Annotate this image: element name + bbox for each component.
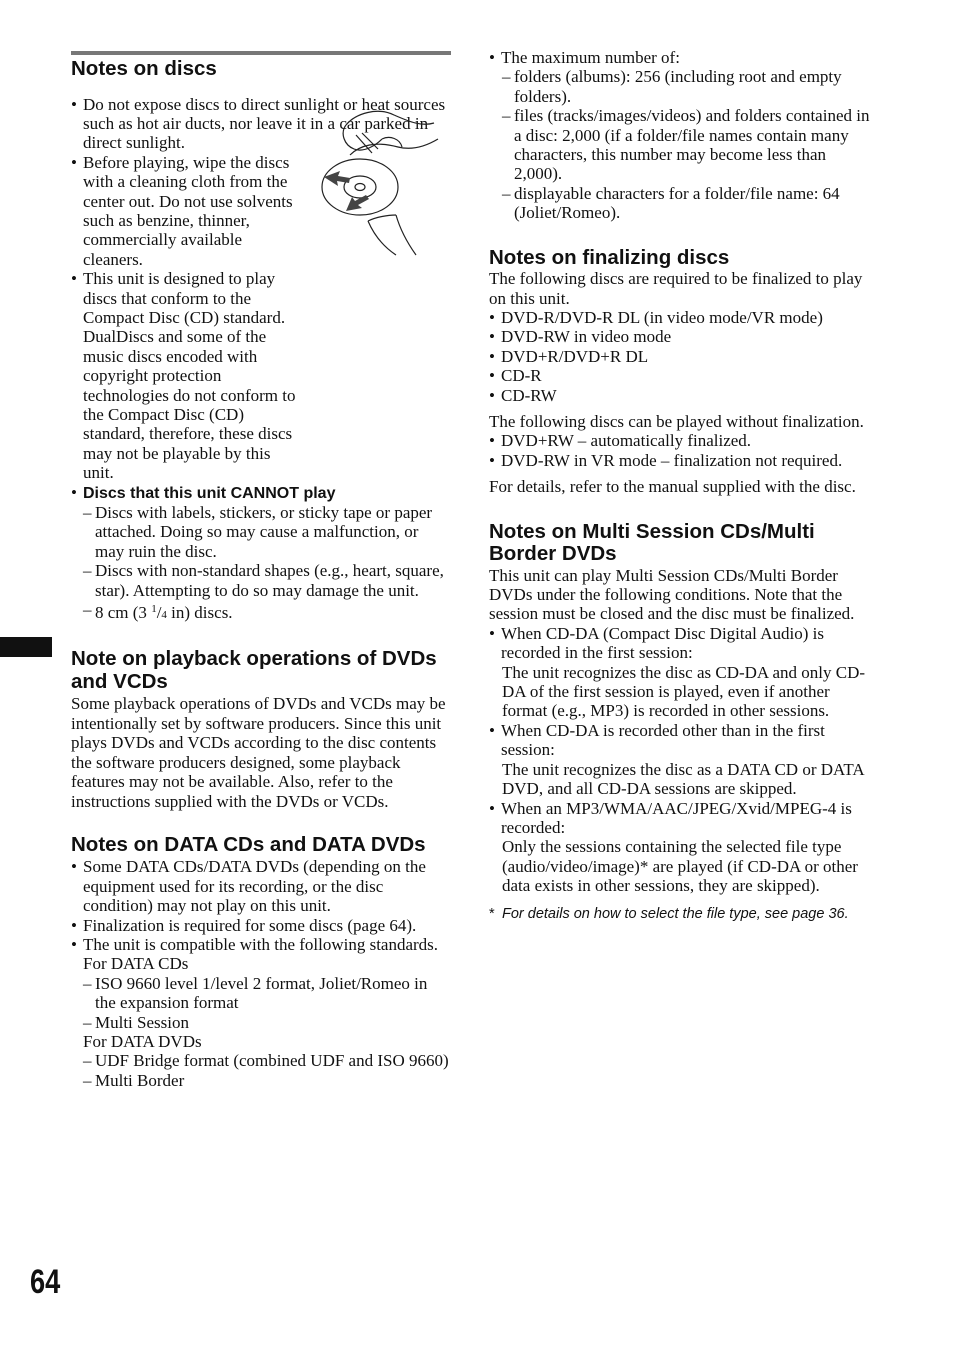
cd-standard-item-1: – ISO 9660 level 1/level 2 format, Joliet/Romeo in the expansion format <box>83 974 451 1013</box>
data-cds-bullet-2: • Finalization is required for some discs (page 64). <box>71 916 451 935</box>
cannot-play-heading-bullet <box>71 483 451 503</box>
heading-notes-on-discs: Notes on discs <box>71 57 217 80</box>
heading-playback-ops: Note on playback operations of DVDs and VCDs <box>71 647 437 693</box>
cannot-play-list <box>71 503 451 625</box>
disc-note-bullet-3-text: • This unit is designed to play discs that conform to the Compact Disc (CD) standard. DualDiscs and some of the music discs encoded with copyright protection technologies do not conform to the Compact Disc (CD) standard, therefore, these discs may not be playable by this unit. <box>83 269 296 483</box>
for-data-dvds-label: For DATA DVDs <box>83 1032 202 1052</box>
finalize-required-1: • DVD-R/DVD-R DL (in video mode/VR mode) <box>489 308 871 327</box>
maximum-item-2: – files (tracks/images/videos) and folders contained in a disc: 2,000 (if a folder/file names contain many characters, this number may become less than 2,000). <box>502 106 871 184</box>
without-finalization-1: • DVD+RW – automatically finalized. <box>489 431 871 450</box>
heading-finalizing: Notes on finalizing discs <box>489 245 730 269</box>
disc-note-bullet-2: • Before playing, wipe the discs with a cleaning cloth from the center out. Do not use solvents such as benzine, thinner, commercially available cleaners. <box>71 153 306 269</box>
finalize-required-4: • CD-R <box>489 366 871 385</box>
finalize-required-3: • DVD+R/DVD+R DL <box>489 347 871 366</box>
maximum-item-3: – displayable characters for a folder/file name: 64 (Joliet/Romeo). <box>502 184 871 223</box>
finalizing-intro: The following discs are required to be finalized to play on this unit. <box>489 269 863 308</box>
finalizing-details: For details, refer to the manual supplied with the disc. <box>489 477 856 497</box>
without-finalization-intro: The following discs can be played without finalization. <box>489 412 864 431</box>
multi-session-cond-1-detail: The unit recognizes the disc as CD-DA and only CD-DA of the first session is played, even if another format (e.g., MP3) is recorded in other sessions. <box>502 662 866 721</box>
data-cds-bullet-1: • Some DATA CDs/DATA DVDs (depending on the equipment used for its recording, or the disc condition) may not play on this unit. <box>71 857 451 915</box>
cannot-play-item-2: – Discs with non-standard shapes (e.g., heart, square, star). Attempting to do so may damage the unit. <box>83 561 451 600</box>
multi-session-intro: This unit can play Multi Session CDs/Multi Border DVDs under the following conditions. Note that the session must be closed and the disc must be finalized. <box>489 565 855 624</box>
cannot-play-heading: Discs that this unit CANNOT play <box>83 484 336 502</box>
heading-multi-session: Notes on Multi Session CDs/Multi Border DVDs <box>489 519 815 566</box>
size-denominator: 4 <box>161 609 167 622</box>
multi-session-cond-2-detail: The unit recognizes the disc as a DATA CD or DATA DVD, and all CD-DA sessions are skipped. <box>502 759 864 799</box>
finalize-required-5: • CD-RW <box>489 386 871 405</box>
maximum-list <box>489 67 871 222</box>
dvd-standard-item-1: – UDF Bridge format (combined UDF and ISO 9660) <box>83 1051 451 1070</box>
multi-session-cond-3: • When an MP3/WMA/AAC/JPEG/Xvid/MPEG-4 is recorded: <box>489 799 871 838</box>
disc-cleaning-icon <box>316 105 451 260</box>
maximum-item-1: – folders (albums): 256 (including root and empty folders). <box>502 67 871 106</box>
standards-list <box>71 954 451 1090</box>
multi-session-cond-3-detail: Only the sessions containing the selected file type (audio/video/image)* are played (if CD-DA or other data exists in other sessions, they are skipped). <box>502 837 858 896</box>
size-numerator: 1 <box>151 603 157 616</box>
finalize-required-2: • DVD-RW in video mode <box>489 327 871 346</box>
for-data-cds-label: For DATA CDs <box>83 954 189 974</box>
section-tab-marker <box>0 637 52 657</box>
footnote: * For details on how to select the file type, see page 36. <box>489 905 871 924</box>
left-column <box>71 0 451 1090</box>
maximum-lead: • The maximum number of: <box>489 48 871 67</box>
size-prefix: 8 cm (3 <box>95 603 152 623</box>
size-suffix: in) discs. <box>166 603 233 623</box>
cannot-play-item-1: – Discs with labels, stickers, or sticky tape or paper attached. Doing so may cause a malfunction, or may ruin the disc. <box>83 503 451 561</box>
data-cds-bullet-3: • The unit is compatible with the following standards. <box>71 935 451 954</box>
heading-data-cds: Notes on DATA CDs and DATA DVDs <box>71 832 426 856</box>
multi-session-cond-2: • When CD-DA is recorded other than in the first session: <box>489 721 871 760</box>
cd-standard-item-2: – Multi Session <box>83 1013 451 1032</box>
cannot-play-item-size: – 8 cm (3 $^1$/4 in) discs. <box>83 600 451 625</box>
dvd-standard-item-2: – Multi Border <box>83 1071 451 1090</box>
right-column <box>489 0 871 923</box>
disc-note-bullet-1: • Do not expose discs to direct sunlight or heat sources such as hot air ducts, nor leave it in a car parked in direct sunlight. <box>71 95 451 153</box>
page-number: 64 <box>30 1263 61 1301</box>
multi-session-cond-1: • When CD-DA (Compact Disc Digital Audio) is recorded in the first session: <box>489 624 871 663</box>
without-finalization-2: • DVD-RW in VR mode – finalization not required. <box>489 451 871 470</box>
disc-note-bullet-3 <box>71 269 451 482</box>
playback-ops-body: Some playback operations of DVDs and VCDs may be intentionally set by software producers. Since this unit plays DVDs and VCDs according to the disc contents the software producers designed, some playback features may not be available. Also, refer to the instructions supplied with the DVDs or VCDs. <box>71 694 446 811</box>
